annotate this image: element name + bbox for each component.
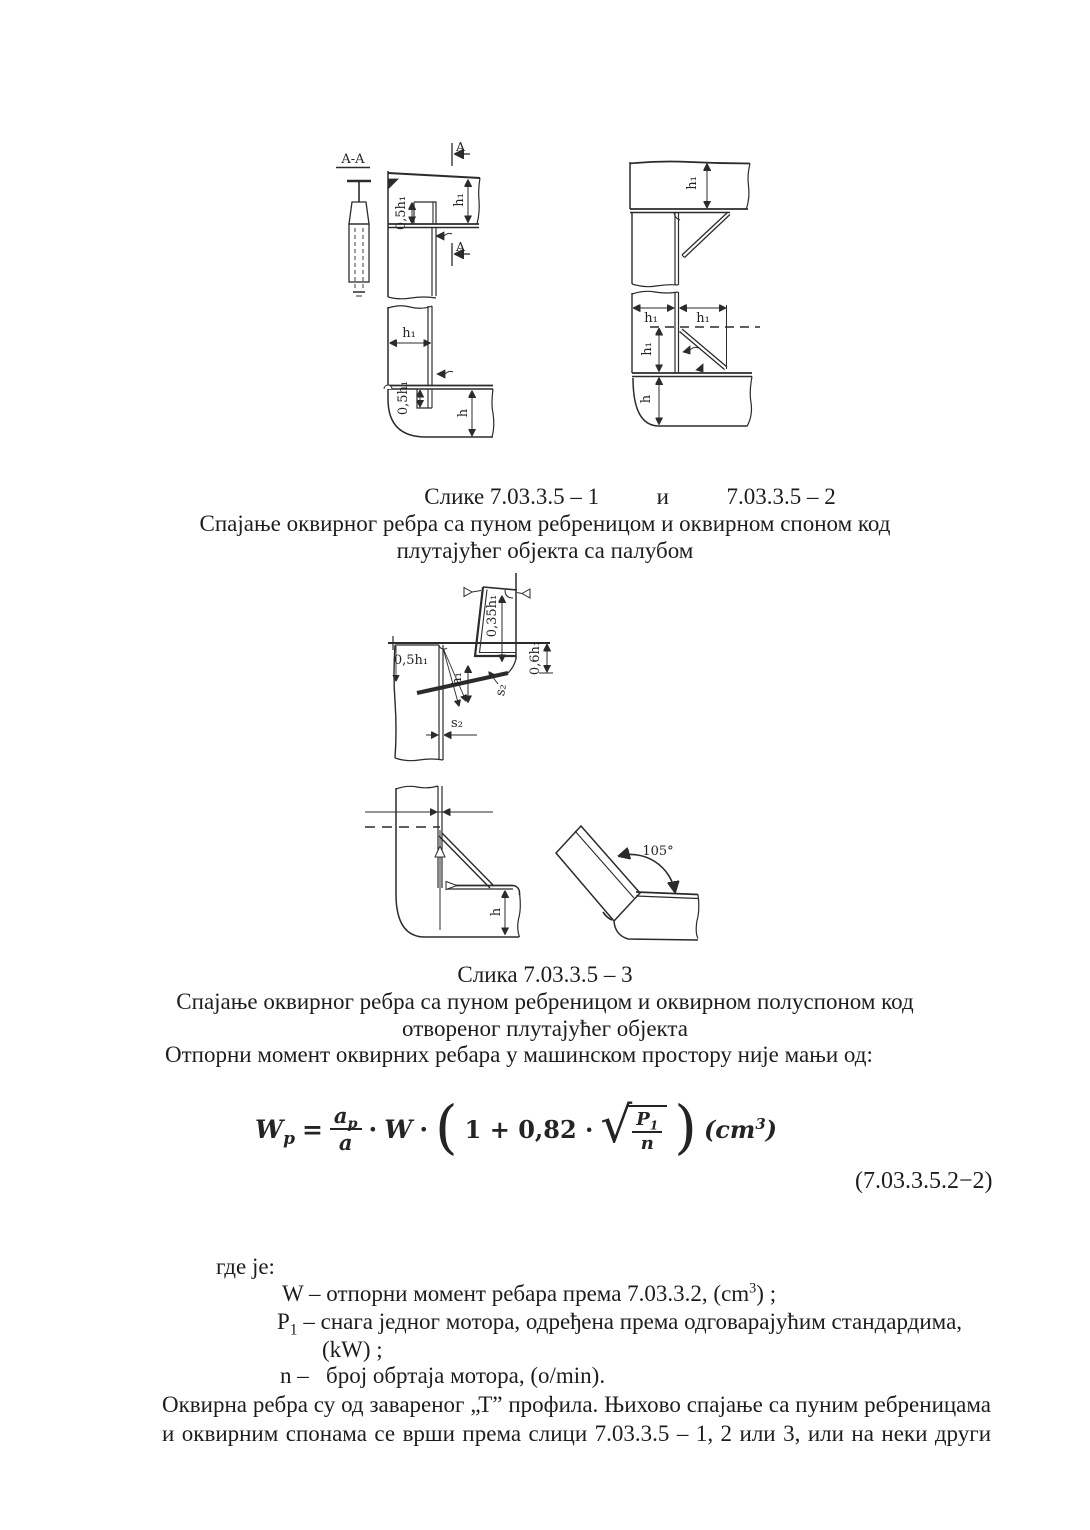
scallop-notch	[384, 385, 392, 389]
right-paren: )	[674, 1092, 697, 1161]
fraction-p1-n: $\frac{P_1}{n}$	[627, 1105, 667, 1154]
figure-7-03-3-5-2	[623, 155, 763, 435]
formula-inner-term: 1 + 0,82 ·	[464, 1114, 594, 1144]
equation-number: (7.03.3.5.2−2)	[855, 1168, 993, 1194]
weld-symbol-icon	[437, 370, 445, 378]
fraction-ap-a: $\frac{a_p}{a}$	[330, 1104, 362, 1154]
caption-figure-3	[0, 961, 1090, 1042]
square-root	[600, 1095, 667, 1154]
body-paragraph-line2: и оквирним спонама се врши према слици 7.03.3.5 – 1, 2 или 3, или на неки други	[162, 1421, 991, 1446]
open-arrow-left-icon	[446, 882, 457, 890]
dim-label-h1: h₁	[450, 672, 465, 686]
angle-arc	[619, 854, 675, 892]
dot-operator: ·	[368, 1114, 378, 1144]
definition-item-w: W – отпорни момент ребара према 7.03.3.2, $(cm^3)$ ;	[282, 1280, 777, 1306]
angle-label: 105°	[642, 844, 674, 859]
formula-w-factor: W	[384, 1114, 413, 1144]
formula-lhs: $W_p$	[255, 1114, 295, 1149]
dim-label-06h1: 0,6h₁	[528, 640, 543, 676]
dot-operator: ·	[419, 1114, 429, 1144]
figure-7-03-3-5-3	[353, 563, 703, 948]
where-intro: где је:	[216, 1254, 275, 1279]
definition-item-p1: $P_1$ – снага једног мотора, одређена према одговарајућим стандардима,	[277, 1309, 963, 1339]
dim-label-h1-beam: h₁	[685, 176, 700, 190]
caption-figures-1-2	[0, 483, 1090, 564]
cut-label-bottom: A	[456, 239, 466, 254]
dim-label-h: h	[639, 394, 654, 404]
weld-symbol-icon	[683, 346, 690, 354]
weld-flag-icon	[464, 588, 472, 597]
weld-symbol-icon	[436, 232, 444, 240]
dim-label-05h1-top: 0,5h₁	[394, 195, 409, 231]
caption-figure-3-text-line1: Спајање оквирног ребра са пуном ребреницом и оквирном полуспоном код	[176, 989, 914, 1014]
caption-figures-1-2-title: Слике 7.03.3.5 – 1 и 7.03.3.5 – 2	[424, 484, 836, 509]
dim-label-05h1: 0,5h₁	[393, 653, 429, 668]
caption-figures-1-2-text-line2: плутајућег објекта са палубом	[396, 538, 694, 563]
half-bracket-flange	[442, 833, 493, 885]
section-intro-line: Отпорни момент оквирних ребара у машинском простору није мањи од:	[165, 1042, 873, 1067]
definition-item-n: n – број обртаја мотора, (o/min).	[280, 1363, 606, 1388]
body-paragraph-line1: Оквирна ребра су од завареног „Т” профила. Њихово спајање са пуним ребреницама	[162, 1392, 991, 1417]
section-label: A-A	[341, 152, 365, 167]
dim-label-05h1-bottom: 0,5h₁	[396, 380, 411, 416]
dim-label-035h1: 0,35h₁	[485, 594, 500, 638]
left-paren: (	[435, 1092, 458, 1161]
caption-figures-1-2-text-line1: Спајање оквирног ребра са пуном ребреницом и оквирном споном код	[199, 511, 891, 536]
caption-figure-3-title: Слика 7.03.3.5 – 3	[457, 962, 633, 987]
bracket-flange	[682, 212, 728, 255]
flange-thickness-line	[575, 831, 634, 898]
formula-wp	[255, 1091, 777, 1167]
t-profile-section	[347, 181, 371, 296]
lower-view-outline	[384, 306, 494, 437]
weld-triangle-icon	[388, 179, 398, 189]
dim-label-h1-top: h₁	[452, 193, 467, 207]
dim-label-h: h	[489, 907, 504, 917]
equals-sign: =	[301, 1114, 323, 1144]
dim-label-h: h	[456, 408, 471, 418]
dim-label-h1-right: h₁	[696, 311, 710, 326]
cut-label-top: A	[456, 140, 466, 154]
upper-view-outline	[388, 171, 480, 299]
perspective-view-outline	[556, 826, 699, 940]
formula-unit: $(cm^3)$	[703, 1114, 778, 1144]
dim-label-s2-lower: s₂	[451, 716, 463, 731]
weld-symbol-icon	[696, 364, 703, 372]
figure-7-03-3-5-1	[323, 140, 498, 470]
dim-label-s2-upper: s₂	[493, 682, 510, 698]
dim-label-h1-left: h₁	[644, 311, 658, 326]
definition-item-kw: (kW) ;	[322, 1337, 383, 1362]
corner-notch	[505, 590, 513, 598]
dim-label-h1-vert: h₁	[640, 342, 655, 356]
radical-sign: √	[600, 1095, 633, 1154]
caption-figure-3-text-line2: отвореног плутајућег објекта	[402, 1016, 688, 1041]
weld-flag-icon	[522, 589, 530, 598]
open-arrow-up-icon	[435, 846, 445, 857]
body-paragraph	[162, 1390, 991, 1448]
dim-label-h1-mid: h₁	[402, 326, 416, 341]
